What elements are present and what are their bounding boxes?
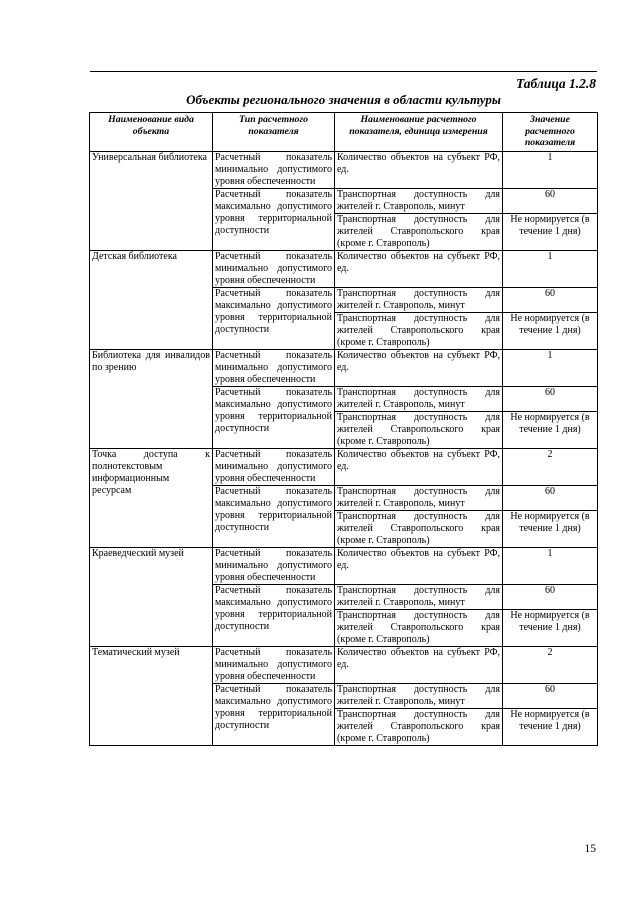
header-rule	[90, 71, 597, 72]
access-region-name-cell: Транспортная доступность для жителей Ставропольского края (кроме г. Ставрополь)	[335, 411, 503, 448]
min-indicator-type-cell: Расчетный показатель минимально допустимого уровня обеспеченности	[213, 646, 335, 683]
min-indicator-name-cell: Количество объектов на субъект РФ, ед.	[335, 349, 503, 386]
min-indicator-type-cell: Расчетный показатель минимально допустимого уровня обеспеченности	[213, 349, 335, 386]
min-indicator-type-cell: Расчетный показатель минимально допустимого уровня обеспеченности	[213, 151, 335, 188]
access-region-value-cell: Не нормируется (в течение 1 дня)	[503, 510, 598, 547]
object-type-cell: Библиотека для инвалидов по зрению	[90, 349, 213, 448]
max-indicator-type-cell: Расчетный показатель максимально допустимого уровня территориальной доступности	[213, 584, 335, 646]
min-indicator-type-cell: Расчетный показатель минимально допустимого уровня обеспеченности	[213, 250, 335, 287]
access-city-value-cell: 60	[503, 485, 598, 510]
header-indicator-value: Значение расчетного показателя	[503, 113, 598, 152]
min-indicator-name-cell: Количество объектов на субъект РФ, ед.	[335, 547, 503, 584]
header-indicator-name: Наименование расчетного показателя, единица измерения	[335, 113, 503, 152]
table-header-row	[90, 113, 598, 152]
table-row	[90, 547, 598, 584]
max-indicator-type-cell: Расчетный показатель максимально допустимого уровня территориальной доступности	[213, 386, 335, 448]
min-indicator-value-cell: 1	[503, 151, 598, 188]
access-region-value-cell: Не нормируется (в течение 1 дня)	[503, 708, 598, 745]
table-row	[90, 250, 598, 287]
min-indicator-name-cell: Количество объектов на субъект РФ, ед.	[335, 151, 503, 188]
min-indicator-name-cell: Количество объектов на субъект РФ, ед.	[335, 646, 503, 683]
min-indicator-type-cell: Расчетный показатель минимально допустимого уровня обеспеченности	[213, 448, 335, 485]
max-indicator-type-cell: Расчетный показатель максимально допустимого уровня территориальной доступности	[213, 188, 335, 250]
header-object-type: Наименование вида объекта	[90, 113, 213, 152]
max-indicator-type-cell: Расчетный показатель максимально допустимого уровня территориальной доступности	[213, 287, 335, 349]
min-indicator-value-cell: 2	[503, 448, 598, 485]
table-title: Объекты регионального значения в области культуры	[186, 92, 501, 107]
access-region-name-cell: Транспортная доступность для жителей Ставропольского края (кроме г. Ставрополь)	[335, 609, 503, 646]
access-region-name-cell: Транспортная доступность для жителей Ставропольского края (кроме г. Ставрополь)	[335, 510, 503, 547]
table-body	[90, 151, 598, 745]
access-region-value-cell: Не нормируется (в течение 1 дня)	[503, 213, 598, 250]
access-city-name-cell: Транспортная доступность для жителей г. Ставрополь, минут	[335, 287, 503, 312]
min-indicator-value-cell: 1	[503, 547, 598, 584]
min-indicator-value-cell: 1	[503, 250, 598, 287]
page-number: 15	[584, 843, 596, 855]
access-city-value-cell: 60	[503, 683, 598, 708]
access-city-name-cell: Транспортная доступность для жителей г. Ставрополь, минут	[335, 386, 503, 411]
access-city-name-cell: Транспортная доступность для жителей г. Ставрополь, минут	[335, 584, 503, 609]
access-region-name-cell: Транспортная доступность для жителей Ставропольского края (кроме г. Ставрополь)	[335, 708, 503, 745]
table-row	[90, 448, 598, 485]
access-region-name-cell: Транспортная доступность для жителей Ставропольского края (кроме г. Ставрополь)	[335, 213, 503, 250]
access-city-name-cell: Транспортная доступность для жителей г. Ставрополь, минут	[335, 683, 503, 708]
table-number: Таблица 1.2.8	[516, 76, 596, 91]
access-city-name-cell: Транспортная доступность для жителей г. Ставрополь, минут	[335, 485, 503, 510]
access-region-value-cell: Не нормируется (в течение 1 дня)	[503, 312, 598, 349]
access-city-name-cell: Транспортная доступность для жителей г. Ставрополь, минут	[335, 188, 503, 213]
min-indicator-name-cell: Количество объектов на субъект РФ, ед.	[335, 250, 503, 287]
max-indicator-type-cell: Расчетный показатель максимально допустимого уровня территориальной доступности	[213, 485, 335, 547]
min-indicator-type-cell: Расчетный показатель минимально допустимого уровня обеспеченности	[213, 547, 335, 584]
min-indicator-name-cell: Количество объектов на субъект РФ, ед.	[335, 448, 503, 485]
object-type-cell: Точка доступа к полнотекстовым информационным ресурсам	[90, 448, 213, 547]
access-city-value-cell: 60	[503, 386, 598, 411]
max-indicator-type-cell: Расчетный показатель максимально допустимого уровня территориальной доступности	[213, 683, 335, 745]
min-indicator-value-cell: 2	[503, 646, 598, 683]
table-row	[90, 646, 598, 683]
access-region-value-cell: Не нормируется (в течение 1 дня)	[503, 411, 598, 448]
header-indicator-type: Тип расчетного показателя	[213, 113, 335, 152]
table-row	[90, 151, 598, 188]
access-city-value-cell: 60	[503, 188, 598, 213]
object-type-cell: Универсальная библиотека	[90, 151, 213, 250]
access-region-value-cell: Не нормируется (в течение 1 дня)	[503, 609, 598, 646]
object-type-cell: Детская библиотека	[90, 250, 213, 349]
access-city-value-cell: 60	[503, 287, 598, 312]
access-city-value-cell: 60	[503, 584, 598, 609]
min-indicator-value-cell: 1	[503, 349, 598, 386]
culture-objects-table	[89, 112, 598, 746]
object-type-cell: Тематический музей	[90, 646, 213, 745]
access-region-name-cell: Транспортная доступность для жителей Ставропольского края (кроме г. Ставрополь)	[335, 312, 503, 349]
object-type-cell: Краеведческий музей	[90, 547, 213, 646]
table-row	[90, 349, 598, 386]
